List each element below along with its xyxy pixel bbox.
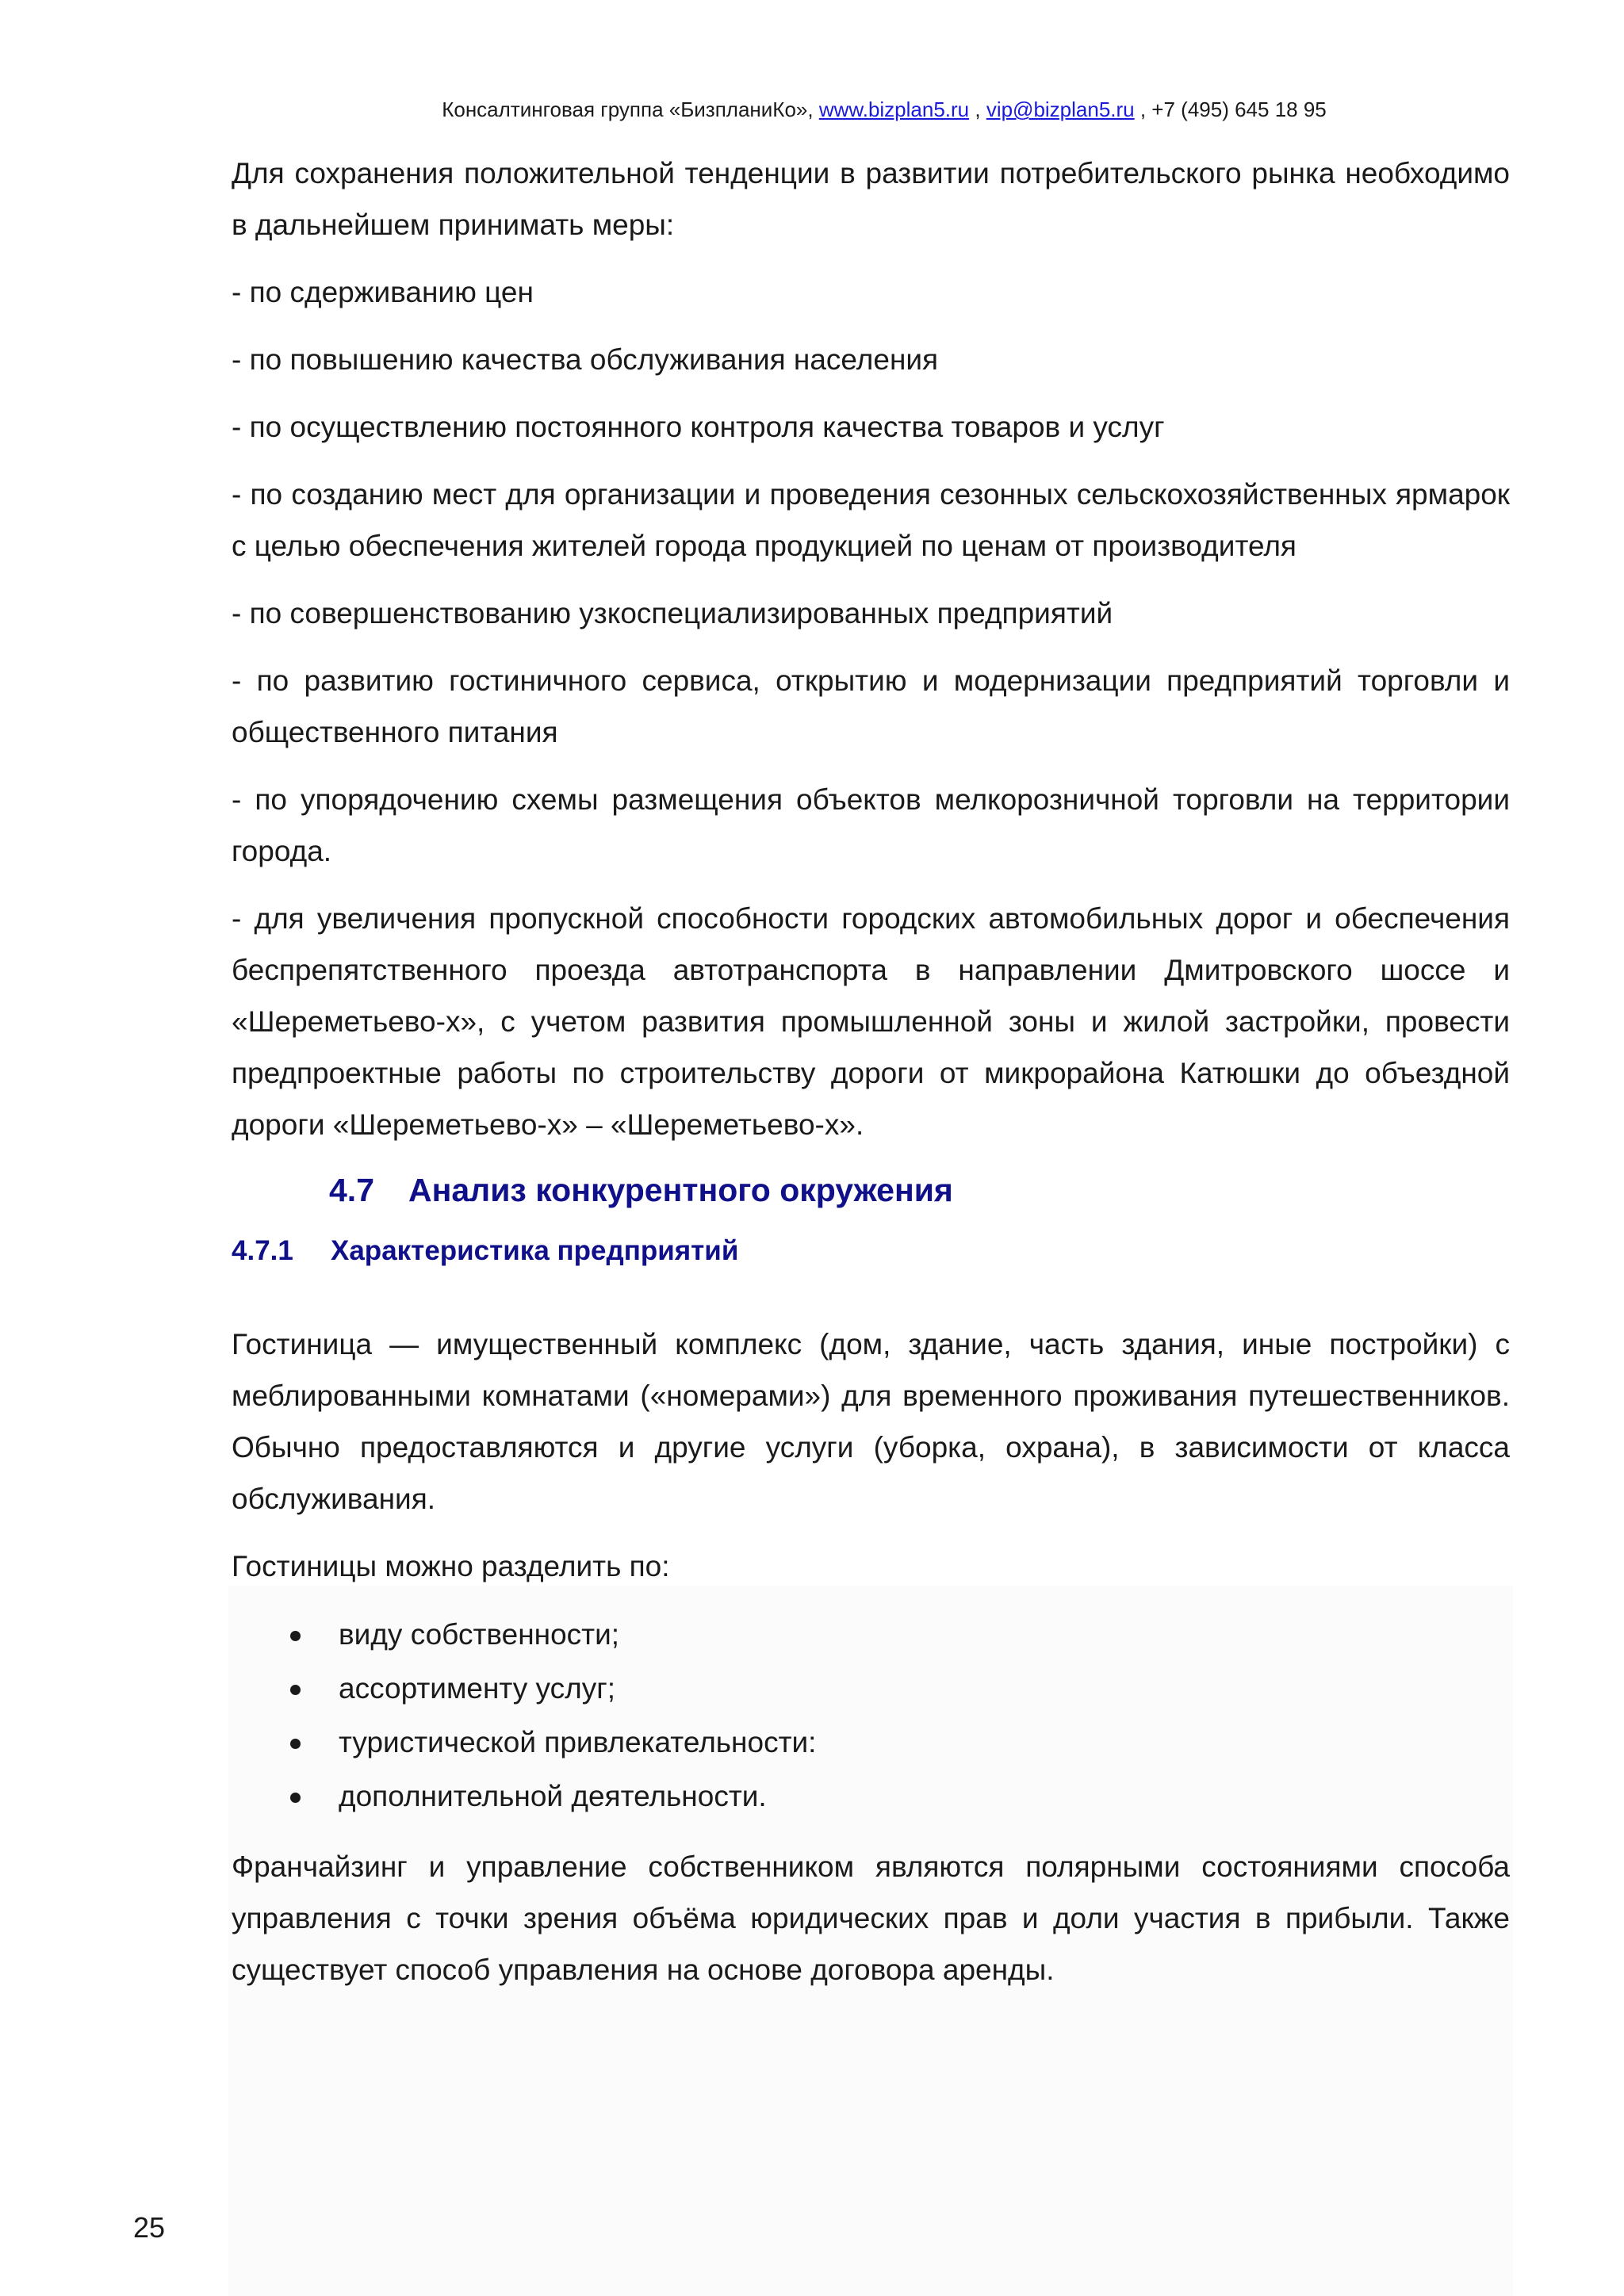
measure-item: - по осуществлению постоянного контроля качества товаров и услуг: [232, 411, 1165, 443]
header-phone: , +7 (495) 645 18 95: [1134, 98, 1327, 121]
criteria-label: туристической привлекательности:: [339, 1726, 817, 1758]
header-company: Консалтинговая группа «БизпланиКо»,: [442, 98, 819, 121]
bullet-icon: [290, 1793, 301, 1803]
bullet-icon: [290, 1739, 301, 1749]
document-body: [232, 147, 1510, 2011]
hotel-criteria-list: [232, 1608, 1510, 1823]
intro-paragraph: Для сохранения положительной тенденции в развитии потребительского рынка необходимо в дальнейшем принимать меры:: [232, 157, 1510, 241]
list-item: [232, 1662, 1510, 1716]
criteria-label: дополнительной деятельности.: [339, 1780, 767, 1812]
header-email-link[interactable]: vip@bizplan5.ru: [986, 98, 1135, 121]
section-heading: [329, 1168, 1510, 1212]
section-number: 4.7: [329, 1172, 374, 1208]
measure-item: - по упорядочению схемы размещения объектов мелкорозничной торговли на территории города.: [232, 783, 1510, 867]
list-item: [232, 1716, 1510, 1770]
roads-paragraph: - для увеличения пропускной способности городских автомобильных дорог и обеспечения беспрепятственного проезда автотранспорта в направлении Дмитровского шоссе и «Шереметьево-х», с учетом развития промышленной зоны и жилой застройки, провести предпроектные работы по строительству дороги от микрорайона Катюшки до объездной дороги «Шереметьево-х» – «Шереметьево-х».: [232, 902, 1510, 1141]
measure-item: - по совершенствованию узкоспециализированных предприятий: [232, 597, 1113, 629]
hotel-definition: Гостиница — имущественный комплекс (дом, здание, часть здания, иные постройки) с меблированными комнатами («номерами») для временного проживания путешественников. Обычно предоставляются и другие услуги (уборка, охрана), в зависимости от класса обслуживания.: [232, 1328, 1510, 1515]
criteria-label: виду собственности;: [339, 1618, 620, 1651]
measure-item: - по сдерживанию цен: [232, 276, 534, 308]
management-paragraph: Франчайзинг и управление собственником являются полярными состояниями способа управления с точки зрения объёма юридических прав и доли участия в прибыли. Также существует способ управления на основе договора аренды.: [232, 1850, 1510, 1986]
section-title: Анализ конкурентного окружения: [408, 1172, 953, 1208]
page-number: 25: [133, 2211, 166, 2244]
header-site-link[interactable]: www.bizplan5.ru: [818, 98, 970, 121]
bullet-icon: [290, 1631, 301, 1641]
header-separator: ,: [969, 98, 986, 121]
subsection-title: Характеристика предприятий: [331, 1235, 739, 1266]
list-item: [232, 1770, 1510, 1823]
subsection-heading: [232, 1231, 1510, 1271]
subsection-number: 4.7.1: [232, 1235, 293, 1266]
measure-item: - по повышению качества обслуживания населения: [232, 343, 939, 376]
bullet-icon: [290, 1685, 301, 1695]
hotel-division-intro: Гостиницы можно разделить по:: [232, 1550, 670, 1582]
page-header: [0, 97, 1624, 122]
measure-item: - по развитию гостиничного сервиса, открытию и модернизации предприятий торговли и общественного питания: [232, 664, 1510, 748]
list-item: [232, 1608, 1510, 1662]
measure-item: - по созданию мест для организации и проведения сезонных сельскохозяйственных ярмарок с целью обеспечения жителей города продукцией по ценам от производителя: [232, 478, 1510, 562]
criteria-label: ассортименту услуг;: [339, 1672, 615, 1705]
